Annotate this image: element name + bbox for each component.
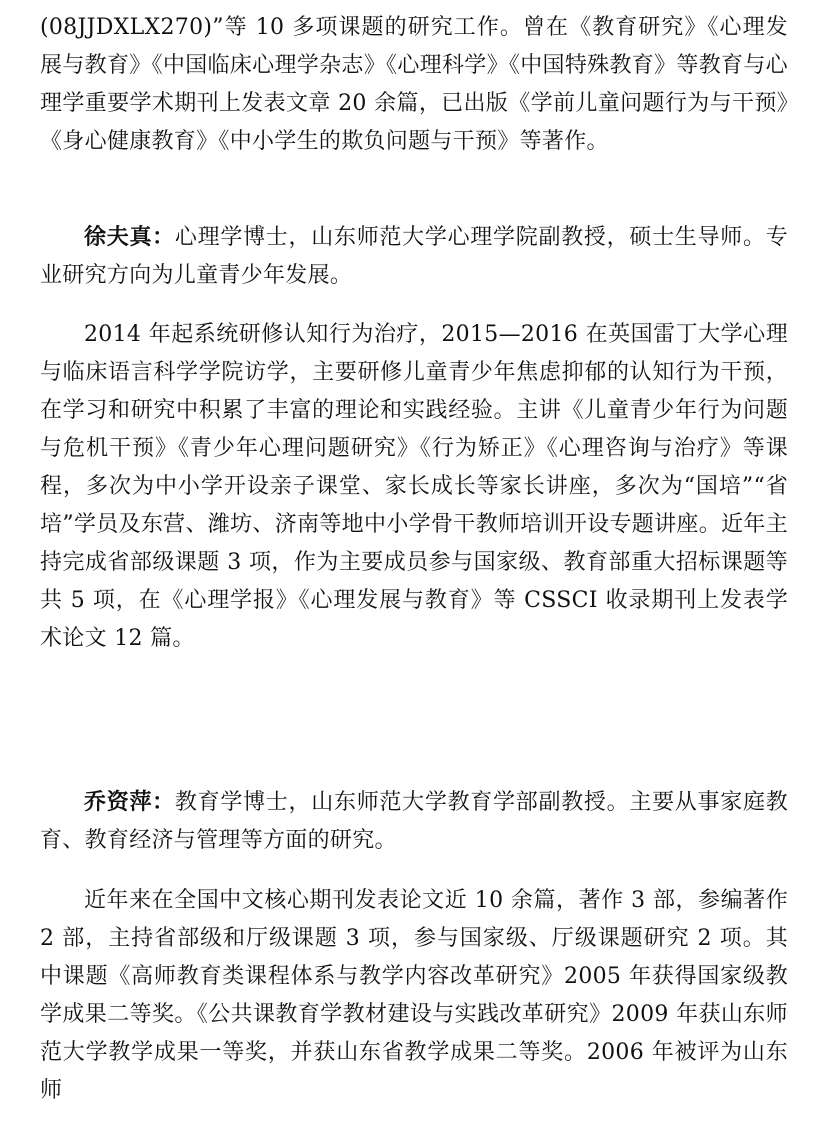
paragraph-research-summary (40, 9, 788, 161)
paragraph-qiao-ziping-intro (40, 784, 788, 860)
paragraph-xu-fuzhen-details (40, 316, 788, 658)
paragraph-text: 心理学博士，山东师范大学心理学院副教授，硕士生导师。专业研究方向为儿童青少年发展。 (40, 225, 789, 288)
person-name-qiao-ziping: 乔资萍： (84, 790, 175, 815)
paragraph-qiao-ziping-details (40, 882, 788, 1110)
paragraph-text: 2014 年起系统研修认知行为治疗，2015—2016 在英国雷丁大学心理与临床语言科学学院访学，主要研修儿童青少年焦虑抑郁的认知行为干预，在学习和研究中积累了丰富的理论和实践经验。主讲《儿童青少年行为问题与危机干预》《青少年心理问题研究》《行为矫正》《心理咨询与治疗》等课程，多次为中小学开设亲子课堂、家长成长等家长讲座，多次为“国培”“省培”学员及东营、潍坊、济南等地中小学骨干教师培训开设专题讲座。近年主持完成省部级课题 3 项，作为主要成员参与国家级、教育部重大招标课题等共 5 项，在《心理学报》《心理发展与教育》等 CSSCI 收录期刊上发表学术论文 12 篇。 (40, 322, 788, 651)
paragraph-text: 教育学博士，山东师范大学教育学部副教授。主要从事家庭教育、教育经济与管理等方面的研究。 (40, 790, 789, 853)
paragraph-text: 近年来在全国中文核心期刊发表论文近 10 余篇，著作 3 部，参编著作 2 部，主持省部级和厅级课题 3 项，参与国家级、厅级课题研究 2 项。其中课题《高师教育类课程体系与教学内容改革研究》2005 年获得国家级教学成果二等奖。《公共课教育学教材建设与实践改革研究》2009 年获山东师范大学教学成果一等奖，并获山东省教学成果二等奖。2006 年被评为山东师 (40, 888, 788, 1103)
paragraph-text: (08JJDXLX270)”等 10 多项课题的研究工作。曾在《教育研究》《心理发展与教育》《中国临床心理学杂志》《心理科学》《中国特殊教育》等教育与心理学重要学术期刊上发表文章 20 余篇，已出版《学前儿童问题行为与干预》《身心健康教育》《中小学生的欺负问题与干预》等著作。 (40, 15, 788, 154)
person-name-xu-fuzhen: 徐夫真： (84, 225, 175, 250)
paragraph-xu-fuzhen-intro (40, 219, 788, 295)
